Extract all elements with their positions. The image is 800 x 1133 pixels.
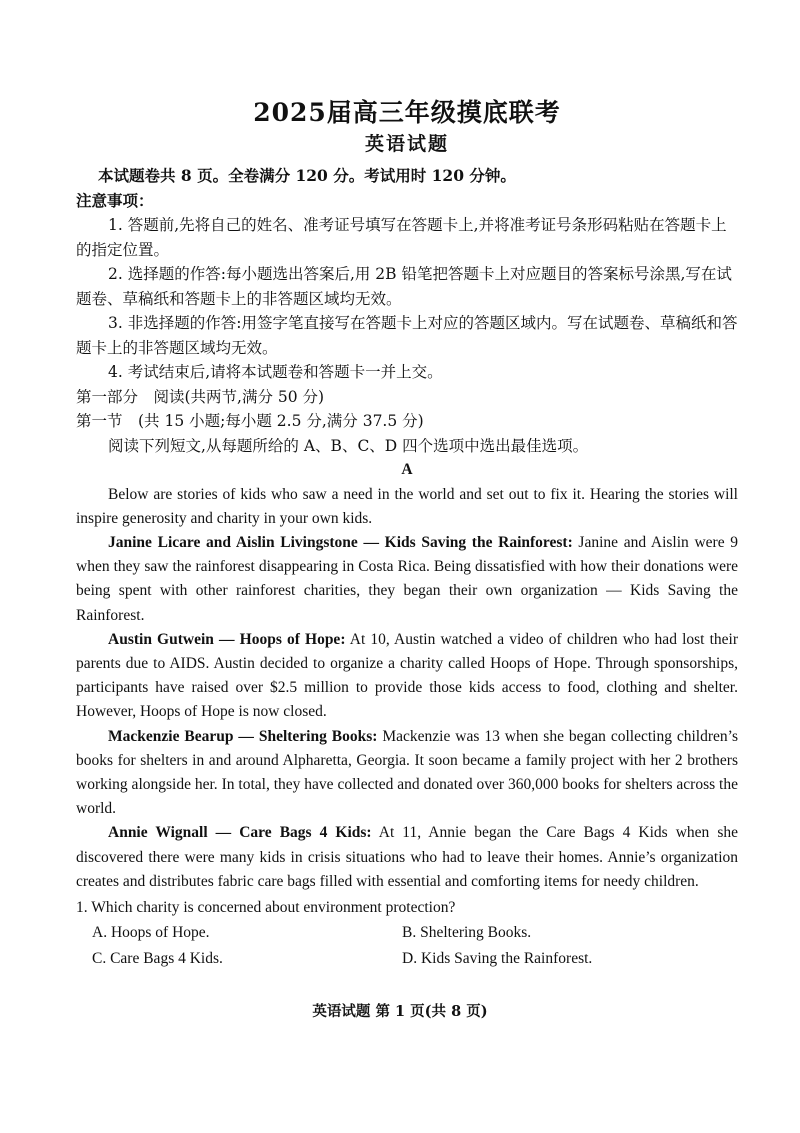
section-title: 第一节 (共 15 小题;每小题 2.5 分,满分 37.5 分) [76, 412, 424, 430]
option-a: A. Hoops of Hope. [92, 923, 210, 941]
story-paragraph [76, 725, 738, 822]
exam-title: 2025届高三年级摸底联考 [253, 98, 561, 127]
page-footer: 英语试题 第 1 页(共 8 页) [312, 1003, 488, 1020]
passage-intro: Below are stories of kids who saw a need in the world and set out to fix it. Hearing the stories will inspire generosity and charity in your own kids. [76, 485, 738, 527]
story-text: Janine and Aislin were 9 when they saw the rainforest disappearing in Costa Rica. Being dissatisfied with how their donations were being spent with other rainforest charities, they began their own organization — Kids Saving the Rainforest. [76, 533, 738, 624]
notice-item-1: 1. 答题前,先将自己的姓名、准考证号填写在答题卡上,并将准考证号条形码粘贴在答题卡上的指定位置。 [76, 216, 727, 259]
option-b: B. Sheltering Books. [402, 923, 532, 941]
part-title: 第一部分 阅读(共两节,满分 50 分) [76, 387, 325, 406]
question-stem: 1. Which charity is concerned about environment protection? [76, 898, 456, 916]
story-text: At 11, Annie began the Care Bags 4 Kids when she discovered there were many kids in crisis situations who had to leave their homes. Annie’s organization creates and distributes fabric care bags filled with essential and comforting items for needy children. [76, 824, 738, 890]
notice-item-2: 2. 选择题的作答:每小题选出答案后,用 2B 铅笔把答题卡上对应题目的答案标号涂黑,写在试题卷、草稿纸和答题卡上的非答题区域均无效。 [76, 265, 732, 308]
notice-item-4: 4. 考试结束后,请将本试题卷和答题卡一并上交。 [108, 363, 443, 381]
story-paragraph [76, 531, 738, 628]
story-paragraph [76, 821, 738, 894]
story-title: Annie Wignall — Care Bags 4 Kids: [108, 824, 372, 842]
option-d: D. Kids Saving the Rainforest. [402, 949, 593, 967]
exam-subtitle: 英语试题 [364, 133, 449, 155]
exam-info: 本试题卷共 8 页。全卷满分 120 分。考试用时 120 分钟。 [98, 166, 516, 185]
story-text: At 10, Austin watched a video of children who had lost their parents due to AIDS. Austin decided to organize a charity called Hoops of Hope. Through sponsorships, participants have raised over $2.5 million to provide those kids access to food, clothing and shelter. However, Hoops of Hope is now closed. [76, 630, 738, 721]
story-title: Mackenzie Bearup — Sheltering Books: [108, 727, 378, 745]
notice-heading: 注意事项： [76, 190, 154, 210]
option-c: C. Care Bags 4 Kids. [92, 949, 223, 967]
passage-label: A [401, 461, 413, 478]
story-title: Janine Licare and Aislin Livingstone — Kids Saving the Rainforest: [108, 533, 573, 551]
story-title: Austin Gutwein — Hoops of Hope: [108, 630, 346, 648]
section-instruction: 阅读下列短文,从每题所给的 A、B、C、D 四个选项中选出最佳选项。 [108, 436, 589, 455]
notice-item-3: 3. 非选择题的作答:用签字笔直接写在答题卡上对应的答题区域内。写在试题卷、草稿纸和答题卡上的非答题区域均无效。 [76, 314, 738, 357]
question-options [76, 920, 738, 972]
story-paragraph [76, 628, 738, 725]
story-text: Mackenzie was 13 when she began collecting children’s books for shelters in and around Alpharetta, Georgia. It soon became a family project with her 2 brothers working alongside her. In total, they have collected and donated over 360,000 books for shelters across the world. [76, 727, 738, 818]
